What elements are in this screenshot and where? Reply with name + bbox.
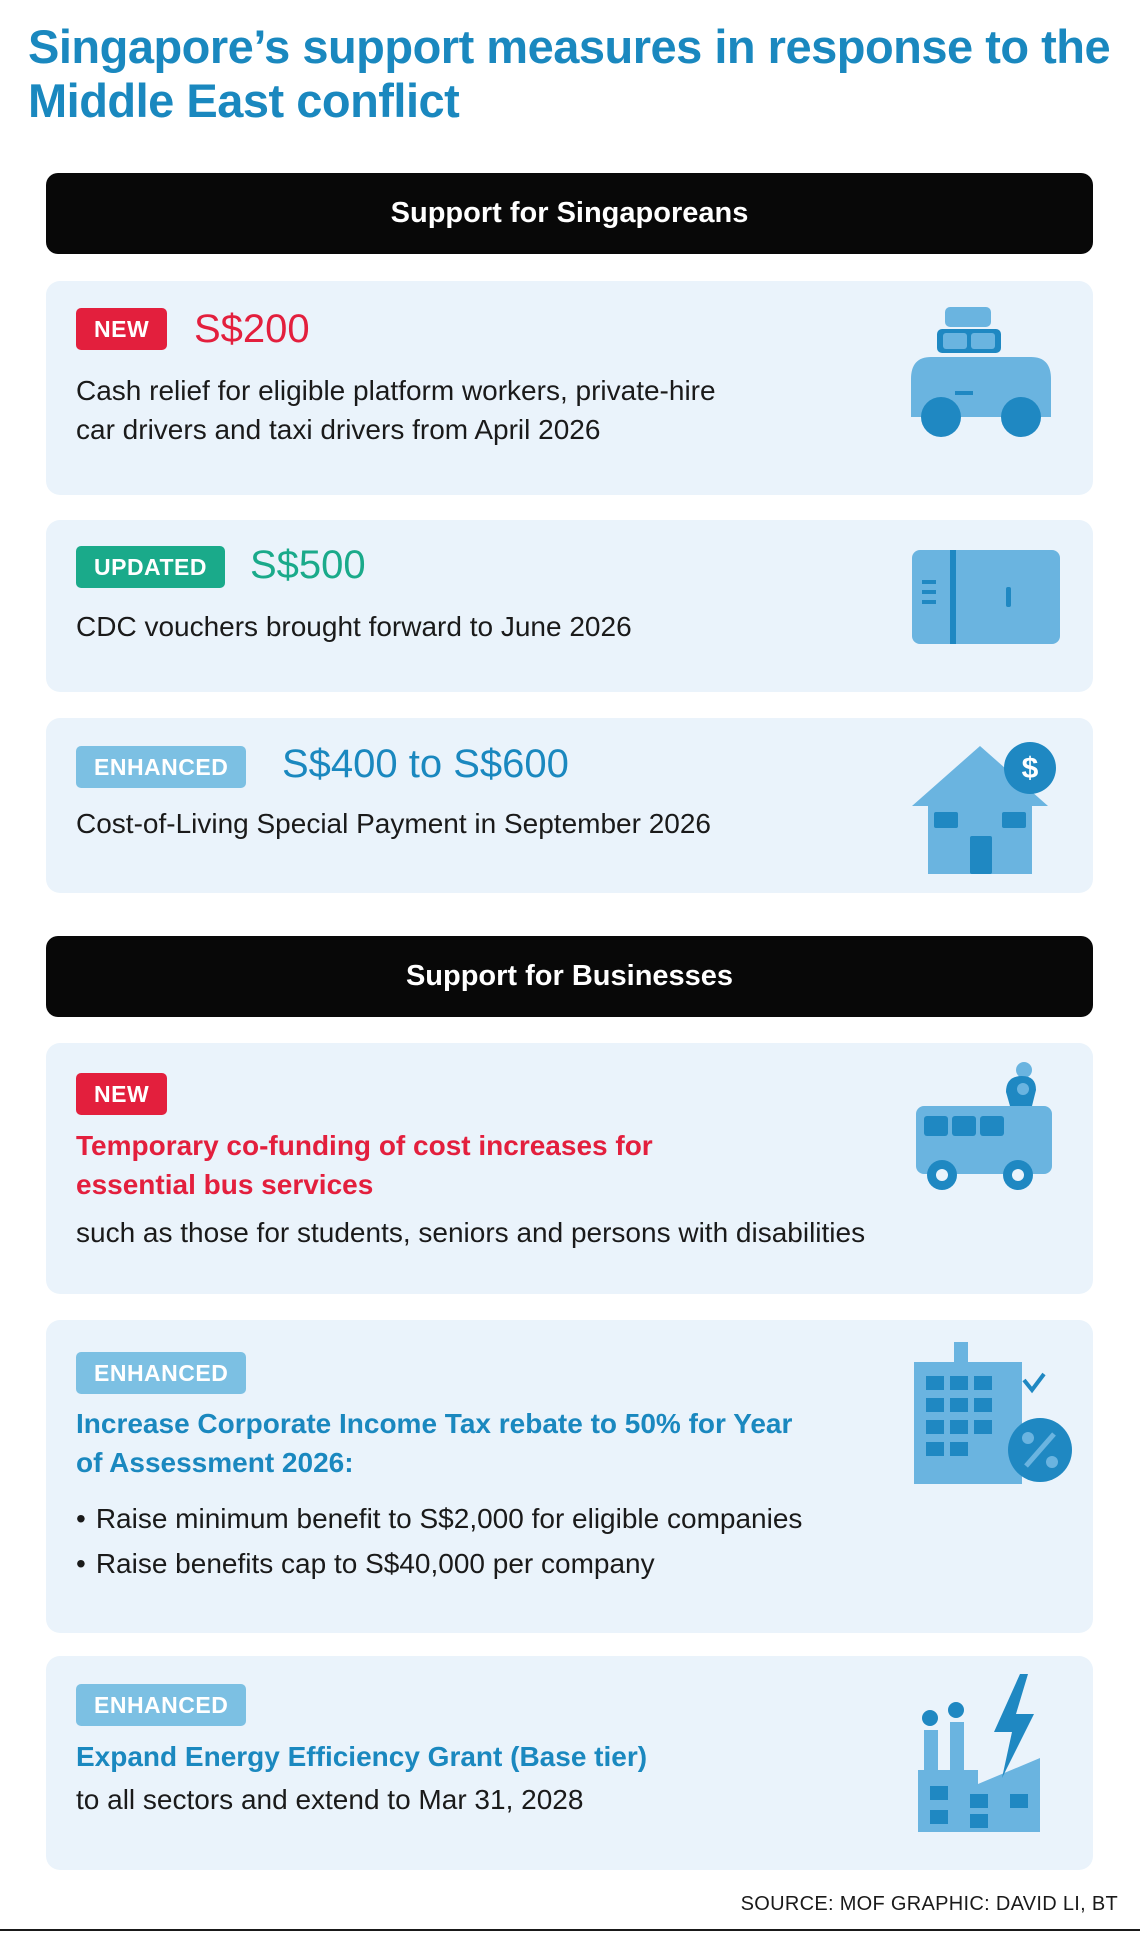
amount: S$400 to S$600 (282, 742, 569, 786)
amount: S$200 (194, 307, 310, 351)
factory-energy-icon (916, 1674, 1056, 1834)
description: Cost-of-Living Special Payment in September 2026 (76, 808, 712, 839)
status-badge: NEW (76, 308, 167, 350)
house-dollar-icon (912, 740, 1060, 876)
description: to all sectors and extend to Mar 31, 2028 (76, 1784, 584, 1815)
card-cash-relief (46, 281, 1093, 495)
card-corporate-tax-rebate (46, 1320, 1093, 1633)
amount: S$500 (250, 543, 366, 587)
list-item: • Raise minimum benefit to S$2,000 for eligible companies (76, 1496, 1066, 1541)
wallet-icon (912, 550, 1060, 645)
status-badge: ENHANCED (76, 1684, 246, 1726)
card-cost-of-living (46, 718, 1093, 893)
bottom-divider (0, 1929, 1140, 1931)
page-title: Singapore’s support measures in response to the Middle East conflict (28, 20, 1111, 127)
status-badge: ENHANCED (76, 1352, 246, 1394)
source-credit: SOURCE: MOF GRAPHIC: DAVID LI, BT (740, 1893, 1118, 1915)
headline: Increase Corporate Income Tax rebate to 50% for Year of Assessment 2026: (76, 1408, 793, 1478)
headline: Expand Energy Efficiency Grant (Base tier) (76, 1741, 648, 1772)
taxi-icon (907, 305, 1055, 449)
status-badge: ENHANCED (76, 746, 246, 788)
svg-text:$: $ (1021, 752, 1039, 785)
bus-icon (912, 1058, 1062, 1192)
section-header-businesses: Support for Businesses (46, 936, 1093, 1017)
section-header-singaporeans: Support for Singaporeans (46, 173, 1093, 254)
description: CDC vouchers brought forward to June 2026 (76, 611, 632, 642)
headline: Temporary co-funding of cost increases for essential bus services (76, 1130, 653, 1200)
description: such as those for students, seniors and persons with disabilities (76, 1217, 866, 1248)
building-percent-icon (912, 1342, 1076, 1486)
description: Cash relief for eligible platform workers, private-hire car drivers and taxi drivers from April 2026 (76, 375, 716, 445)
card-energy-efficiency-grant (46, 1656, 1093, 1870)
card-bus-cofunding (46, 1043, 1093, 1294)
list-item: • Raise benefits cap to S$40,000 per company (76, 1541, 1066, 1586)
card-cdc-vouchers (46, 520, 1093, 692)
bullet-list (76, 1496, 1066, 1586)
status-badge: NEW (76, 1073, 167, 1115)
status-badge: UPDATED (76, 546, 225, 588)
